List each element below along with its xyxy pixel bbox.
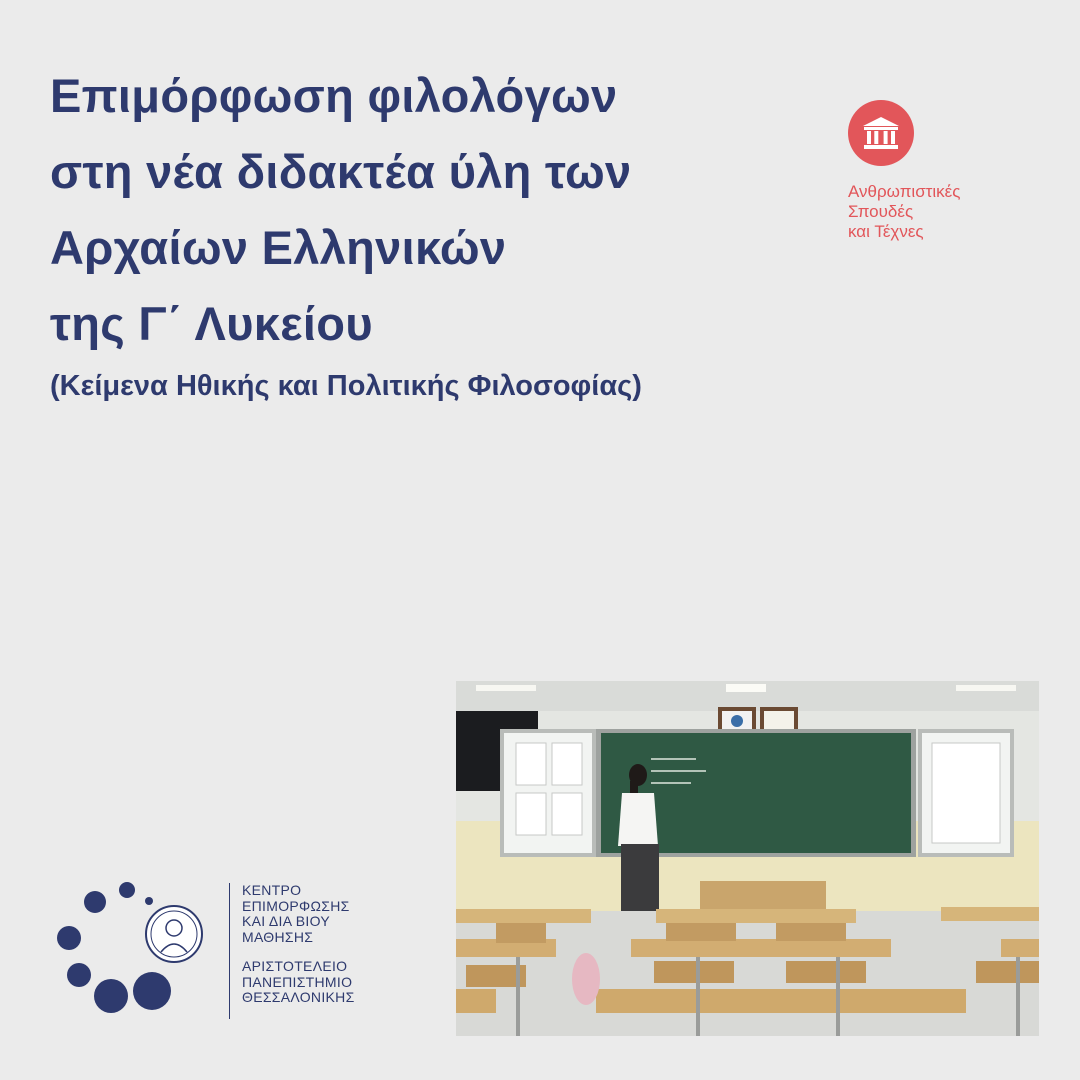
logo-divider bbox=[229, 883, 230, 1019]
page-title bbox=[50, 58, 642, 406]
title-line: Αρχαίων Ελληνικών bbox=[50, 221, 507, 274]
title-line: της Γ΄ Λυκείου bbox=[50, 297, 373, 350]
center-name-line: ΚΑΙ ΔΙΑ ΒΙΟΥ bbox=[242, 913, 330, 929]
center-name-line: ΚΕΝΤΡΟ bbox=[242, 882, 302, 898]
classical-building-icon bbox=[848, 100, 914, 166]
university-name-line: ΠΑΝΕΠΙΣΤΗΜΙΟ bbox=[242, 973, 353, 990]
center-name-line: ΕΠΙΜΟΡΦΩΣΗΣ bbox=[242, 897, 350, 914]
page-subtitle: (Κείμενα Ηθικής και Πολιτικής Φιλοσοφίας) bbox=[50, 370, 642, 402]
institution-name bbox=[242, 883, 355, 1006]
title-line: Επιμόρφωση φιλολόγων bbox=[50, 69, 618, 122]
badge-label bbox=[848, 182, 960, 242]
badge-label-line: και Τέχνες bbox=[848, 222, 924, 241]
badge-label-line: Σπουδές bbox=[848, 202, 914, 221]
university-name-line: ΘΕΣΣΑΛΟΝΙΚΗΣ bbox=[242, 989, 355, 1005]
center-name-line: ΜΑΘΗΣΗΣ bbox=[242, 928, 314, 945]
center-logo bbox=[55, 878, 245, 1028]
title-line: στη νέα διδακτέα ύλη των bbox=[50, 145, 632, 198]
university-name-line: ΑΡΙΣΤΟΤΕΛΕΙΟ bbox=[242, 958, 348, 974]
badge-label-line: Ανθρωπιστικές bbox=[848, 182, 961, 201]
classroom-photo bbox=[456, 681, 1039, 1036]
humanities-badge bbox=[848, 100, 960, 242]
